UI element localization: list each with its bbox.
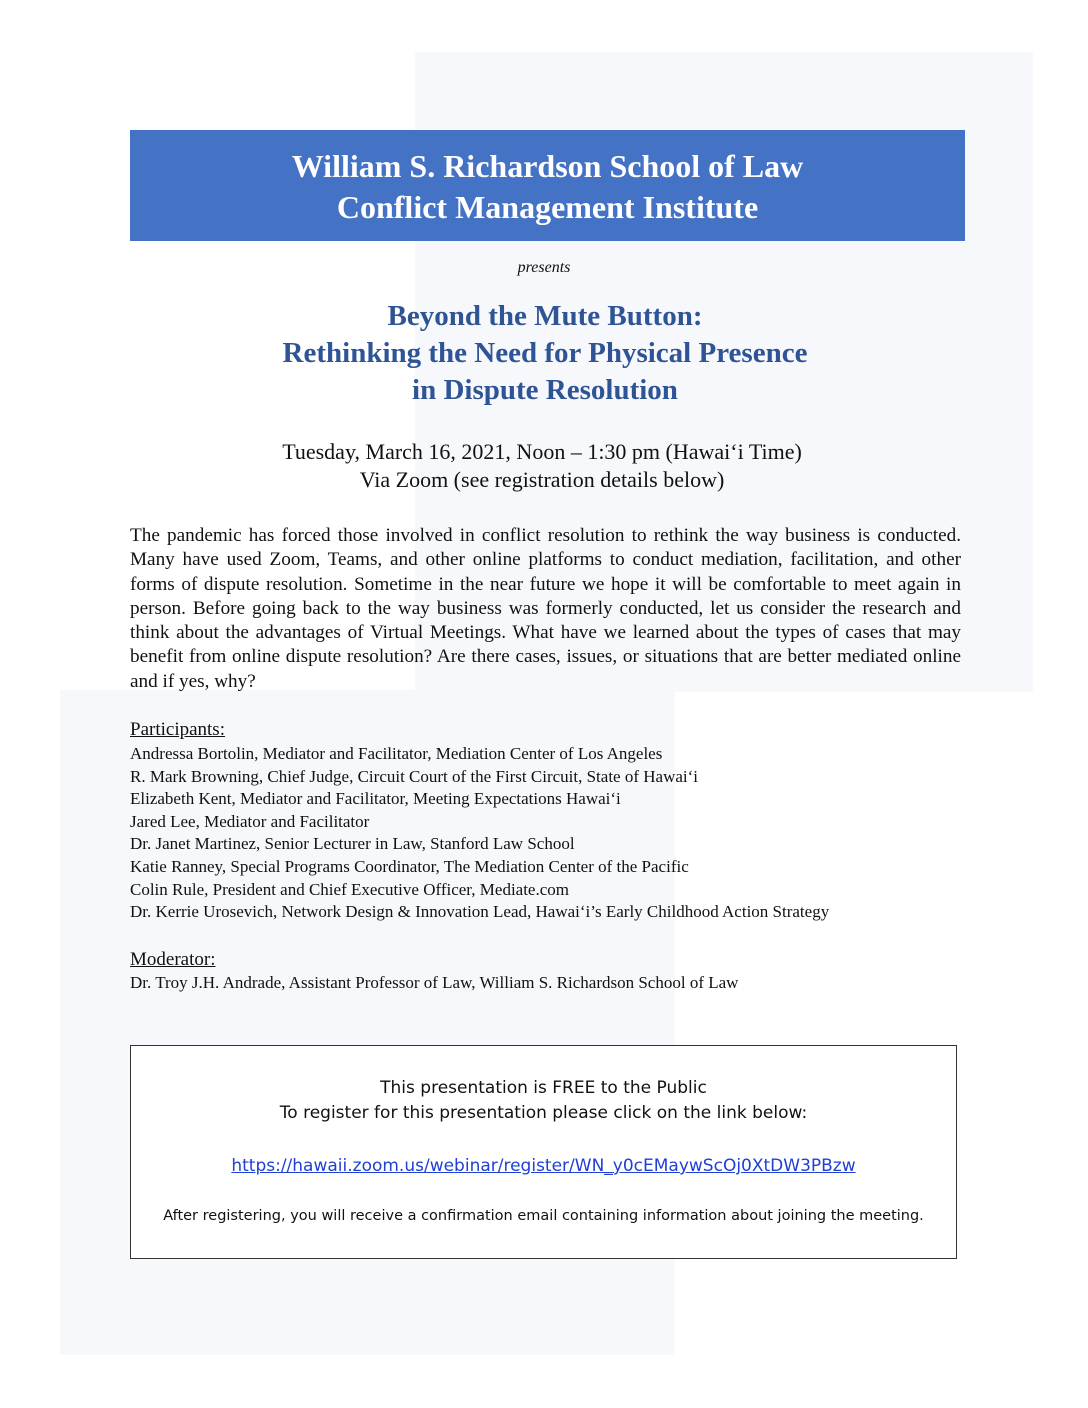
event-title: [0, 298, 1088, 409]
participant-item: Elizabeth Kent, Mediator and Facilitator, Meeting Expectations Hawai‘i: [130, 789, 621, 809]
event-description: The pandemic has forced those involved in conflict resolution to rethink the way business is conducted. Many have used Zoom, Teams, and other online platforms to conduct mediation, facilitation, and other forms of dispute resolution. Sometime in the near future we hope it will be comfortable to meet again in person. Before going back to the way business was formerly conducted, let us consider the research and think about the advantages of Virtual Meetings. What have we learned about the types of cases that may benefit from online dispute resolution? Are there cases, issues, or situations that are better mediated online and if yes, why?: [130, 525, 961, 692]
event-title-line: in Dispute Resolution: [412, 374, 678, 406]
participants-heading: Participants:: [130, 719, 225, 740]
event-details: [0, 438, 1084, 494]
registration-link[interactable]: https://hawaii.zoom.us/webinar/register/WN_y0cEMaywScOj0XtDW3PBzw: [231, 1156, 856, 1176]
moderator-list: [130, 972, 990, 995]
moderator-item: Dr. Troy J.H. Andrade, Assistant Professor of Law, William S. Richardson School of Law: [130, 973, 739, 992]
moderator-heading: Moderator:: [130, 949, 216, 970]
participant-item: Jared Lee, Mediator and Facilitator: [130, 811, 370, 831]
presents-label: presents: [517, 259, 571, 276]
registration-box: [130, 1045, 957, 1259]
register-instructions: To register for this presentation please click on the link below:: [279, 1103, 808, 1123]
school-name: William S. Richardson School of Law: [291, 148, 804, 184]
free-notice: This presentation is FREE to the Public: [380, 1078, 707, 1098]
event-title-line: Rethinking the Need for Physical Presence: [282, 337, 808, 369]
confirmation-note: After registering, you will receive a confirmation email containing information about joining the meeting.: [163, 1208, 924, 1224]
participants-list: [130, 743, 990, 924]
event-title-line: Beyond the Mute Button:: [387, 300, 703, 332]
event-venue: Via Zoom (see registration details below): [359, 467, 725, 492]
event-date-time: Tuesday, March 16, 2021, Noon – 1:30 pm (Hawai‘i Time): [282, 439, 802, 464]
participant-item: Colin Rule, President and Chief Executive Officer, Mediate.com: [130, 879, 569, 899]
header-banner: [130, 130, 965, 241]
participant-item: Dr. Janet Martinez, Senior Lecturer in Law, Stanford Law School: [130, 834, 575, 854]
institute-name: Conflict Management Institute: [336, 189, 759, 225]
participant-item: Katie Ranney, Special Programs Coordinator, The Mediation Center of the Pacific: [130, 856, 689, 876]
participant-item: R. Mark Browning, Chief Judge, Circuit Court of the First Circuit, State of Hawai‘i: [130, 766, 699, 786]
participant-item: Andressa Bortolin, Mediator and Facilitator, Mediation Center of Los Angeles: [130, 744, 663, 763]
participant-item: Dr. Kerrie Urosevich, Network Design & Innovation Lead, Hawai‘i’s Early Childhood Action Strategy: [130, 902, 830, 922]
